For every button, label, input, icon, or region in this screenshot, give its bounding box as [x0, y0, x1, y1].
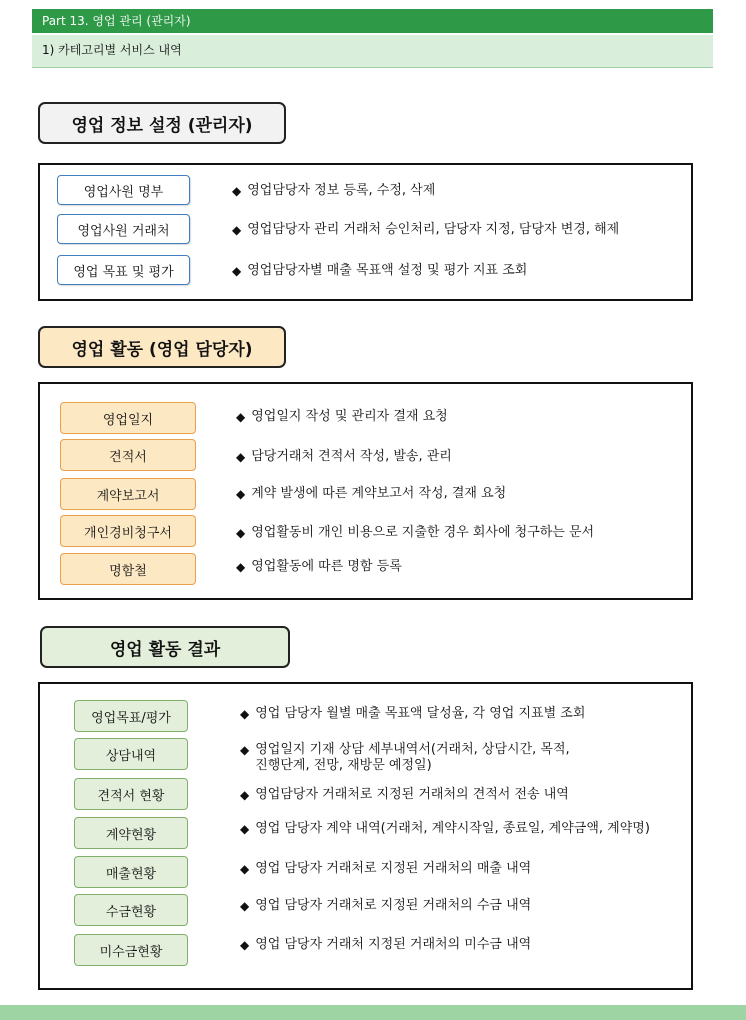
part-title-bar [32, 9, 713, 33]
item-description [240, 937, 531, 953]
item-description [236, 486, 506, 502]
item-label: 상담내역 [105, 748, 157, 764]
diamond-bullet-icon: ◆ [240, 938, 250, 952]
sales-target-evaluation-button[interactable] [57, 255, 190, 285]
item-description [240, 821, 650, 837]
item-description-text: 영업 담당자 거래처로 지정된 거래처의 매출 내역 [255, 861, 532, 876]
item-label: 명함철 [109, 563, 147, 579]
collection-status-button[interactable] [74, 894, 188, 926]
item-description-text: 영업활동비 개인 비용으로 지출한 경우 회사에 청구하는 문서 [251, 525, 595, 540]
item-description-text: 영업담당자 거래처로 지정된 거래처의 견적서 전송 내역 [255, 787, 569, 802]
item-label: 영업일지 [102, 412, 154, 428]
sales-target-eval-results-button[interactable] [74, 700, 188, 732]
item-description [240, 787, 569, 803]
expense-claim-button[interactable] [60, 515, 196, 547]
item-description-text: 영업 담당자 계약 내역(거래처, 계약시작일, 종료일, 계약금액, 계약명) [255, 821, 650, 836]
item-label: 수금현황 [105, 904, 157, 920]
receivables-status-button[interactable] [74, 934, 188, 966]
section-heading-sales-results [40, 626, 290, 668]
item-description-text: 계약 발생에 따른 계약보고서 작성, 결재 요청 [251, 486, 507, 501]
diamond-bullet-icon: ◆ [236, 526, 246, 540]
sales-status-button[interactable] [74, 856, 188, 888]
sales-activities-panel [38, 382, 693, 600]
part-title: Part 13. 영업 관리 (관리자) [42, 14, 191, 28]
item-label: 견적서 [109, 449, 147, 465]
item-description-text: 영업활동에 따른 명함 등록 [251, 559, 402, 574]
section-heading-label: 영업 활동 결과 [109, 639, 221, 660]
diamond-bullet-icon: ◆ [240, 899, 250, 913]
section-heading-sales-info-settings [38, 102, 286, 144]
sales-results-panel [38, 682, 693, 990]
item-description [240, 706, 585, 722]
quotation-status-button[interactable] [74, 778, 188, 810]
diamond-bullet-icon: ◆ [240, 707, 250, 721]
item-description [232, 222, 619, 238]
item-description-text: 영업일지 작성 및 관리자 결재 요청 [251, 409, 448, 424]
item-label: 계약보고서 [96, 488, 160, 504]
diamond-bullet-icon: ◆ [236, 450, 246, 464]
sales-info-settings-panel [38, 163, 693, 301]
business-card-folder-button[interactable] [60, 553, 196, 585]
quotation-button[interactable] [60, 439, 196, 471]
item-label: 견적서 현황 [97, 788, 165, 804]
section-heading-label: 영업 정보 설정 (관리자) [71, 115, 253, 136]
section-heading-sales-activities [38, 326, 286, 368]
footer-bar [0, 1005, 746, 1020]
item-description [232, 263, 527, 279]
item-description-text: 담당거래처 견적서 작성, 발송, 관리 [251, 449, 452, 464]
item-label: 매출현황 [105, 866, 157, 882]
contract-report-button[interactable] [60, 478, 196, 510]
sales-staff-roster-button[interactable] [57, 175, 190, 205]
diamond-bullet-icon: ◆ [240, 862, 250, 876]
item-label: 계약현황 [105, 827, 157, 843]
diamond-bullet-icon: ◆ [236, 560, 246, 574]
item-label: 영업목표/평가 [91, 710, 171, 726]
diamond-bullet-icon: ◆ [232, 264, 242, 278]
item-description-text: 영업담당자 정보 등록, 수정, 삭제 [247, 183, 436, 198]
diamond-bullet-icon: ◆ [240, 788, 250, 802]
item-description [236, 525, 594, 541]
consultation-history-button[interactable] [74, 738, 188, 770]
diamond-bullet-icon: ◆ [240, 822, 250, 836]
item-label: 개인경비청구서 [84, 525, 172, 541]
diamond-bullet-icon: ◆ [240, 743, 250, 757]
section-title-bar [32, 35, 713, 68]
item-description-text: 영업일지 기재 상담 세부내역서(거래처, 상담시간, 목적, 진행단계, 전망, 재방문 예정일) [255, 742, 570, 773]
item-label: 미수금현황 [99, 944, 163, 960]
diamond-bullet-icon: ◆ [232, 223, 242, 237]
item-description-text: 영업담당자 관리 거래처 승인처리, 담당자 지정, 담당자 변경, 해제 [247, 222, 620, 237]
item-description-text: 영업담당자별 매출 목표액 설정 및 평가 지표 조회 [247, 263, 528, 278]
item-label: 영업사원 거래처 [77, 223, 170, 239]
item-description-text: 영업 담당자 거래처 지정된 거래처의 미수금 내역 [255, 937, 532, 952]
diamond-bullet-icon: ◆ [236, 487, 246, 501]
item-description-text: 영업 담당자 월별 매출 목표액 달성율, 각 영업 지표별 조회 [255, 706, 586, 721]
item-description [236, 409, 448, 425]
contract-status-button[interactable] [74, 817, 188, 849]
item-description [240, 861, 531, 877]
item-label: 영업 목표 및 평가 [73, 264, 174, 280]
diamond-bullet-icon: ◆ [236, 410, 246, 424]
item-description [240, 898, 531, 914]
item-description [236, 449, 452, 465]
item-description [240, 742, 570, 774]
item-description [232, 183, 435, 199]
section-heading-label: 영업 활동 (영업 담당자) [71, 339, 253, 360]
diamond-bullet-icon: ◆ [232, 184, 242, 198]
item-label: 영업사원 명부 [83, 184, 164, 200]
section-title: 1) 카테고리별 서비스 내역 [42, 43, 182, 57]
sales-journal-button[interactable] [60, 402, 196, 434]
sales-staff-clients-button[interactable] [57, 214, 190, 244]
item-description-text: 영업 담당자 거래처로 지정된 거래처의 수금 내역 [255, 898, 532, 913]
item-description [236, 559, 402, 575]
